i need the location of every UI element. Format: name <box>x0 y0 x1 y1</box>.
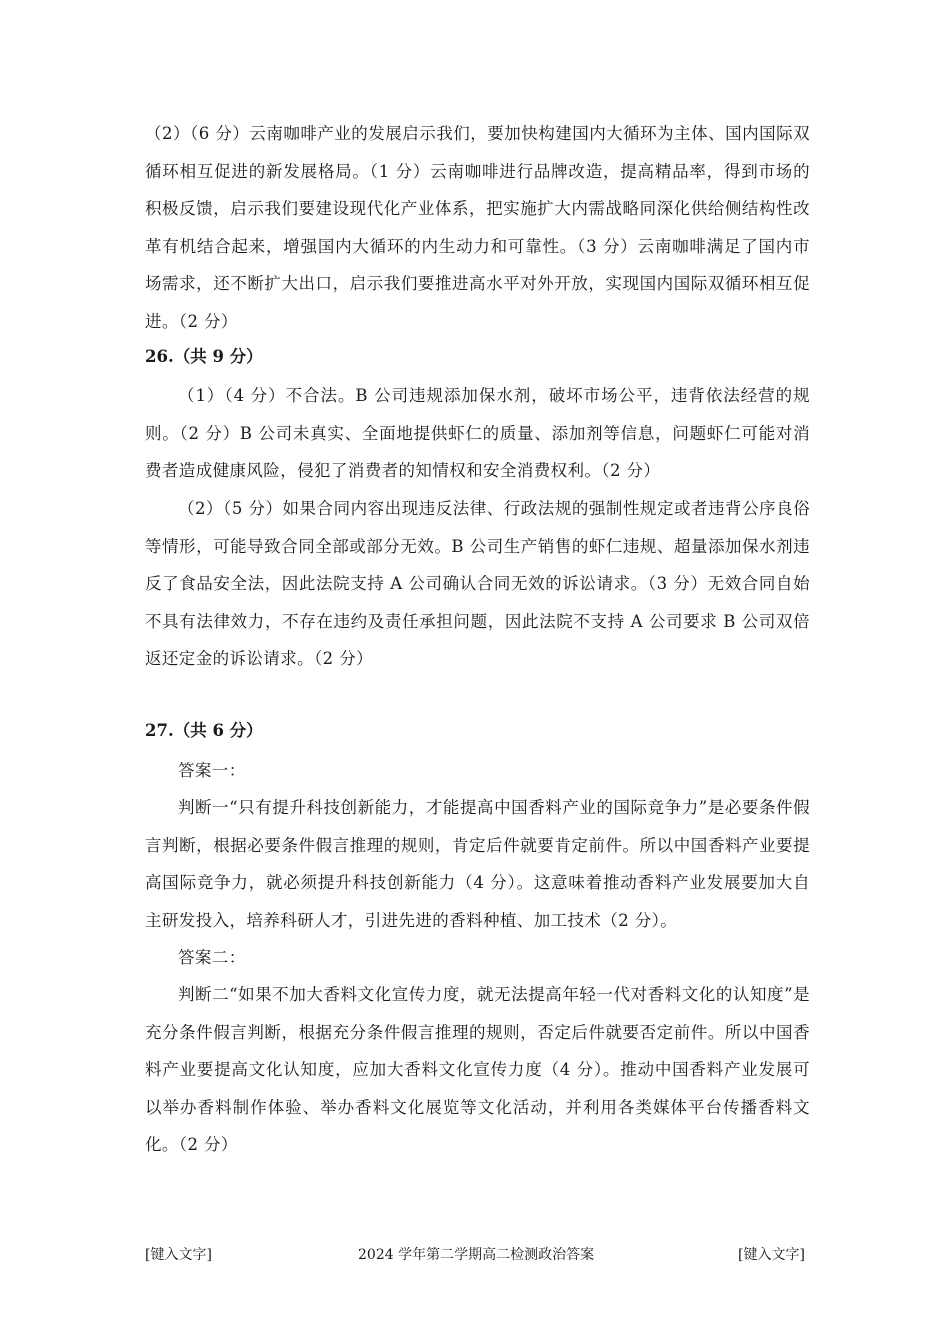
q27-heading: 27.（共 6 分） <box>145 721 263 740</box>
q26-part2-answer: （2）（5 分）如果合同内容出现违反法律、行政法规的强制性规定或者违背公序良俗等情形，可能导致合同全部或部分无效。B 公司生产销售的虾仁违规、超量添加保水剂违反了食品安全法，因此法院支持 A 公司确认合同无效的诉讼请求。（3 分）无效合同自始不具有法律效力，不存在违约及责任承担问题，因此法院不支持 A 公司要求 B 公司双倍返还定金的诉讼请求。（2 分） <box>145 499 810 668</box>
q26-part1-answer: （1）（4 分）不合法。B 公司违规添加保水剂，破坏市场公平，违背依法经营的规则。（2 分）B 公司未真实、全面地提供虾仁的质量、添加剂等信息，问题虾仁可能对消费者造成健康风险，侵犯了消费者的知情权和安全消费权利。（2 分） <box>145 386 810 480</box>
footer-right: [键入文字] <box>738 1247 805 1263</box>
q27-answer2-label: 答案二： <box>178 948 246 967</box>
q27-answer1-label: 答案一： <box>178 761 246 780</box>
q27-answer1-text: 判断一“只有提升科技创新能力，才能提高中国香料产业的国际竞争力”是必要条件假言判断，根据必要条件假言推理的规则，肯定后件就要肯定前件。所以中国香料产业要提高国际竞争力，就必须提升科技创新能力（4 分）。这意味着推动香料产业发展要加大自主研发投入，培养科研人才，引进先进的香料种植、加工技术（2 分）。 <box>145 798 810 930</box>
q27-answer2-text: 判断二“如果不加大香料文化宣传力度，就无法提高年轻一代对香料文化的认知度”是充分条件假言判断，根据充分条件假言推理的规则，否定后件就要否定前件。所以中国香料产业要提高文化认知度，应加大香料文化宣传力度（4 分）。推动中国香料产业发展可以举办香料制作体验、举办香料文化展览等文化活动，并利用各类媒体平台传播香料文化。（2 分） <box>145 985 810 1154</box>
q25-part2-answer: （2）（6 分）云南咖啡产业的发展启示我们，要加快构建国内大循环为主体、国内国际双循环相互促进的新发展格局。（1 分）云南咖啡进行品牌改造，提高精品率，得到市场的积极反馈，启示我们要建设现代化产业体系，把实施扩大内需战略同深化供给侧结构性改革有机结合起来，增强国内大循环的内生动力和可靠性。（3 分）云南咖啡满足了国内市场需求，还不断扩大出口，启示我们要推进高水平对外开放，实现国内国际双循环相互促进。（2 分） <box>145 124 810 331</box>
footer-left: [键入文字] <box>145 1247 212 1263</box>
q26-heading: 26.（共 9 分） <box>145 347 263 366</box>
footer-center: 2024 学年第二学期高二检测政治答案 <box>358 1247 595 1263</box>
